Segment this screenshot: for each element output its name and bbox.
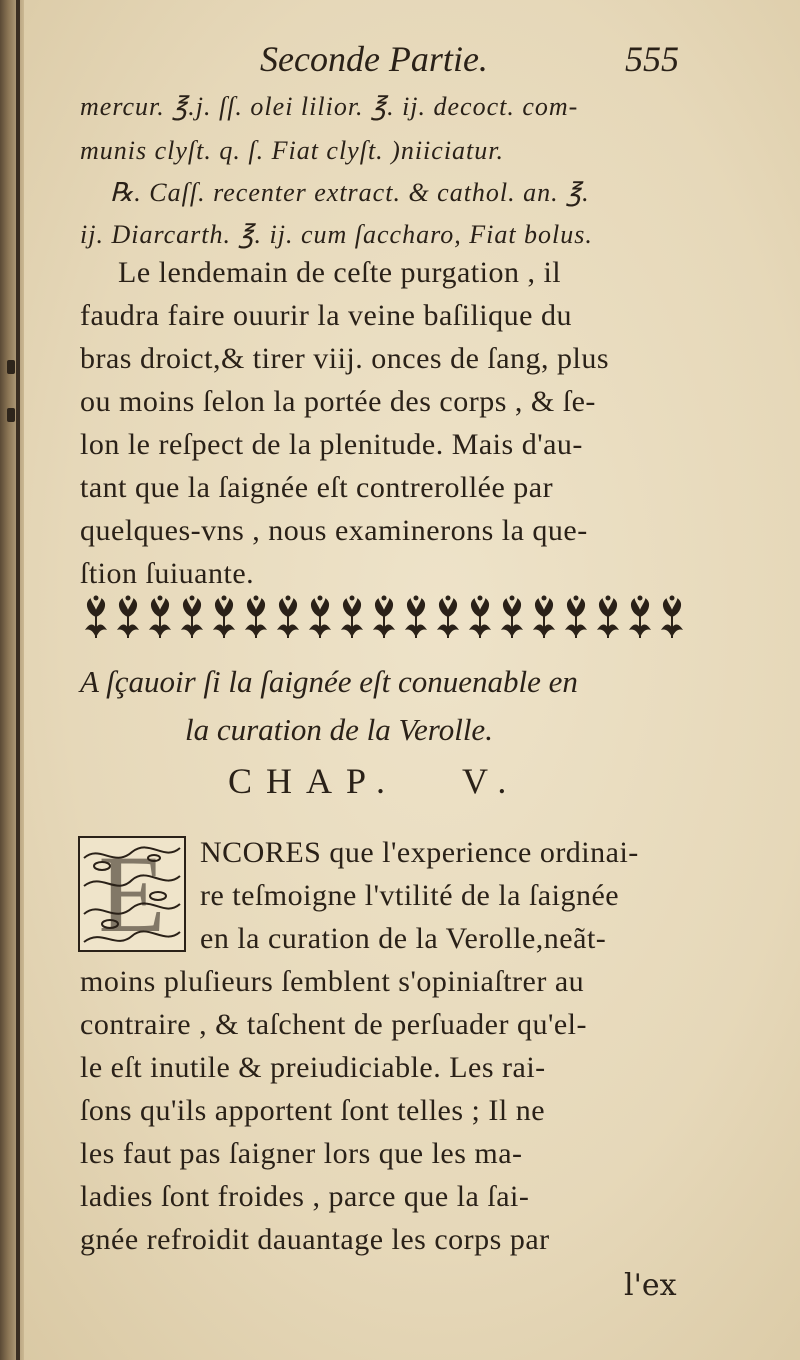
text-line: NCORES que l'experience ordinai- [200,836,639,869]
text-line: quelques-vns , nous examinerons la que- [80,514,588,547]
drop-cap-letter: E [98,833,166,955]
text-line: lon le reſpect de la plenitude. Mais d'au- [80,428,583,461]
text-line: les faut pas ſaigner lors que les ma- [80,1137,523,1170]
chapter-heading [228,760,800,802]
margin-mark [7,408,15,422]
margin-mark [7,360,15,374]
text-line: bras droict,& tirer viij. onces de ſang, plus [80,342,610,375]
text-line: ou moins ſelon la portée des corps , & ſe- [80,385,596,418]
text-line: re teſmoigne l'vtilité de la ſaignée [200,879,620,912]
text-line: ladies ſont froides , parce que la ſai- [80,1180,530,1213]
chapter-number: V. [462,761,521,801]
prescription-line: ij. Diarcarth. ℥. ij. cum ſaccharo, Fiat bolus. [80,220,593,249]
prescription-line: mercur. ℥.j. ſſ. olei lilior. ℥. ij. decoct. com- [80,92,579,121]
text-line: tant que la ſaignée eſt contrerollée par [80,471,554,504]
section-title-line: la curation de la Verolle. [185,712,493,747]
binding-gutter [0,0,24,1360]
prescription-line: munis clyſt. q. ſ. Fiat clyſt. )niiciatur. [80,136,505,165]
printers-ornament [82,592,697,642]
text-line: ſons qu'ils apportent ſont telles ; Il ne [80,1094,546,1127]
page-number: 555 [625,39,679,79]
page-edge-line [16,0,20,1360]
text-line: en la curation de la Verolle,neãt- [200,922,607,955]
running-title: Seconde Partie. [260,39,488,79]
text-line: le eſt inutile & preiudiciable. Les rai- [80,1051,546,1084]
text-line: ſtion ſuiuante. [80,557,255,590]
prescription-line: ℞. Caſſ. recenter extract. & cathol. an. ℥. [110,178,590,207]
section-title-line: A ſçauoir ſi la ſaignée eſt conuenable en [80,664,578,699]
text-line: contraire , & taſchent de perſuader qu'el- [80,1008,588,1041]
catchword: l'ex [624,1268,677,1303]
text-line: gnée refroidit dauantage les corps par [80,1223,550,1256]
decorated-initial [78,833,186,955]
text-line: Le lendemain de ceſte purgation , il [118,256,562,289]
chapter-label: CHAP. [228,761,400,801]
text-line: moins pluſieurs ſemblent s'opiniaſtrer au [80,965,585,998]
text-line: faudra faire ouurir la veine baſilique du [80,299,572,332]
